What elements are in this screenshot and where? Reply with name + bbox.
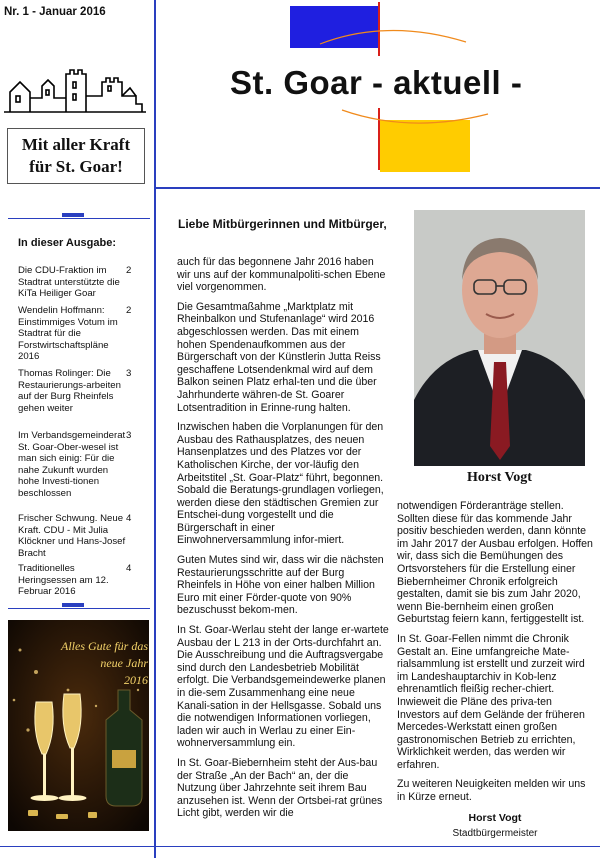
toc-item[interactable]: Frischer Schwung. Neue Kraft. CDU - Mit Julia Klöckner und Hans-Josef Bracht <box>18 513 126 559</box>
header-rule <box>156 187 600 189</box>
greeting-line-2: neue Jahr <box>100 656 148 670</box>
paragraph: auch für das begonnene Jahr 2016 haben wir uns auf der kommunalpoliti-schen Ebene viel vorgenommen. <box>177 256 386 294</box>
toc-page-number: 4 <box>126 563 132 574</box>
toc-item[interactable]: Im Verbandsgemeinderat St. Goar-Ober-wesel ist man sich einig: Für die nahe Zukunft wurden hohe Investi-tionen beschlossen <box>18 430 126 499</box>
sidebar-tab-top <box>62 213 84 217</box>
article-column-2 <box>397 500 593 811</box>
toc-page-number: 3 <box>126 430 132 441</box>
salutation: Liebe Mitbürgerinnen und Mitbürger, <box>178 217 387 231</box>
signature-role: Stadtbürgermeister <box>452 828 538 839</box>
toc-item[interactable]: Die CDU-Fraktion im Stadtrat unterstützte die KiTa Heiliger Goar <box>18 265 120 300</box>
paragraph: In St. Goar-Werlau steht der lange er-wartete Ausbau der L 213 in der Orts-durchfahrt an. Die Ausschreibung und die Auftragsvergabe sind durch den Landesbetrieb Mobilität erfolgt. Die Verbandsgemeindewerke planen in die-sem Zusammenhang eine neue Kanali-sation in der Hellsgasse. Sobald uns die notwendigen Informationen vorliegen, laden wir auch in Werlau zu einer Ein-wohnerversammlung ein. <box>177 624 389 750</box>
paragraph: Guten Mutes sind wir, dass wir die nächsten Restaurierungsschritte auf der Burg Rheinfels in Höhe von einer halben Million Euro mit einer Förder-quote von 90% bezuschusst bekom-men. <box>177 554 384 617</box>
toc-page-number: 2 <box>126 265 132 276</box>
sidebar-rule-bottom <box>8 608 150 609</box>
paragraph: In St. Goar-Fellen nimmt die Chronik Gestalt an. Eine umfangreiche Mate-rialsammlung ist erstellt und zurzeit wird im Landeshauptarchiv in Kob-lenz ehrenamtlich fleißig recher-chiert. Inwieweit die Pläne des priva-ten Investors auf dem Gelände der früheren Mercedes-Werkstatt einen großen gastronomischen Betrieb zu errichten, Wirklichkeit werden, das werden wir erfahren. <box>397 632 585 771</box>
greeting-line-1: Alles Gute für das <box>61 639 148 653</box>
greeting-line-3: 2016 <box>124 673 148 687</box>
paragraph: In St. Goar-Biebernheim steht der Aus-bau der Straße „An der Bach“ an, der die Nutzung über Jahrzehnte seit ihrem Bau anzusehen ist. Wenn der Ortsbei-rat grünes Licht gibt, werden wir die <box>177 756 383 820</box>
toc-item[interactable]: Thomas Rolinger: Die Restaurierungs-arbeiten auf der Burg Rheinfels gehen weiter <box>18 368 121 414</box>
paragraph: Inzwischen haben die Vorplanungen für den Ausbau des Rathausplatzes, des neuen Hansenplatzes und des Platzes vor der Katholischen Kirche, der vor-läufig den Arbeitstitel „St. Goar-Platz“ führt, begonnen. Sobald die Beratungs-grundlagen vorliegen, werden diese den städtischen Gremien zur Entschei-dung vorgestellt und die Bürgerschaft in einer Einwohnerversammlung infor-miert. <box>177 421 384 547</box>
paragraph: Zu weiteren Neuigkeiten melden wir uns in Kürze erneut. <box>397 778 586 804</box>
orange-arc-top <box>318 24 468 64</box>
portrait-photo <box>414 210 585 466</box>
slogan-line-2: für St. Goar! <box>29 157 123 176</box>
sidebar-rule-top <box>8 218 150 219</box>
toc-heading: In dieser Ausgabe: <box>18 237 117 249</box>
paragraph: Die Gesamtmaßahme „Marktplatz mit Rheinbalkon und Stufenanlage“ wird 2016 abgeschlossen werden. Das mit einem hohen Spendenaufkommen aus der Bürgerschaft von der Künstlerin Jutta Reiss geschaffene Lotsendenkmal wird auf dem Balkon seinen Platz erhal-ten und die über Jahrhunderte währen-de St. Goarer Lotsentradition in Erinne-rung halten. <box>177 300 381 414</box>
photo-caption: Horst Vogt <box>467 470 532 485</box>
article-column-1 <box>177 256 389 827</box>
signature-name: Horst Vogt <box>468 812 522 824</box>
sidebar-tab-bottom <box>62 603 84 607</box>
person-portrait-icon <box>414 210 585 466</box>
slogan-box <box>7 128 145 184</box>
paragraph: notwendigen Förderanträge stellen. Sollten diese für das kommende Jahr positiv beschieden werden, dann könnte im Jahr 2017 der Ausbau erfolgen. Hoffen wir, dass sich die Bemühungen des Ortsvorstehers für die Erstellung einer Biebernheimer Chronik erfolgreich gestalten, damit sie bis zum Jahr 2020, wenn Bie-bernheim einen großen Geburtstag feiern kann, fertiggestellt ist. <box>397 500 593 626</box>
orange-arc-bottom <box>340 104 490 134</box>
vertical-divider <box>154 0 156 858</box>
toc-page-number: 3 <box>126 368 132 379</box>
page-title: St. Goar - aktuell - <box>230 64 523 101</box>
toc-page-number: 4 <box>126 513 132 524</box>
castle-logo-icon <box>2 52 148 116</box>
issue-number: Nr. 1 - Januar 2016 <box>4 6 106 18</box>
toc-item[interactable]: Traditionelles Heringsessen am 12. Februar 2016 <box>18 563 109 598</box>
greeting-text <box>48 638 148 689</box>
toc-item[interactable]: Wendelin Hoffmann: Einstimmiges Votum im Stadtrat für die Forstwirtschaftspläne 2016 <box>18 305 118 363</box>
toc-page-number: 2 <box>126 305 132 316</box>
slogan-line-1: Mit aller Kraft <box>21 135 131 154</box>
footer-rule <box>0 846 600 847</box>
